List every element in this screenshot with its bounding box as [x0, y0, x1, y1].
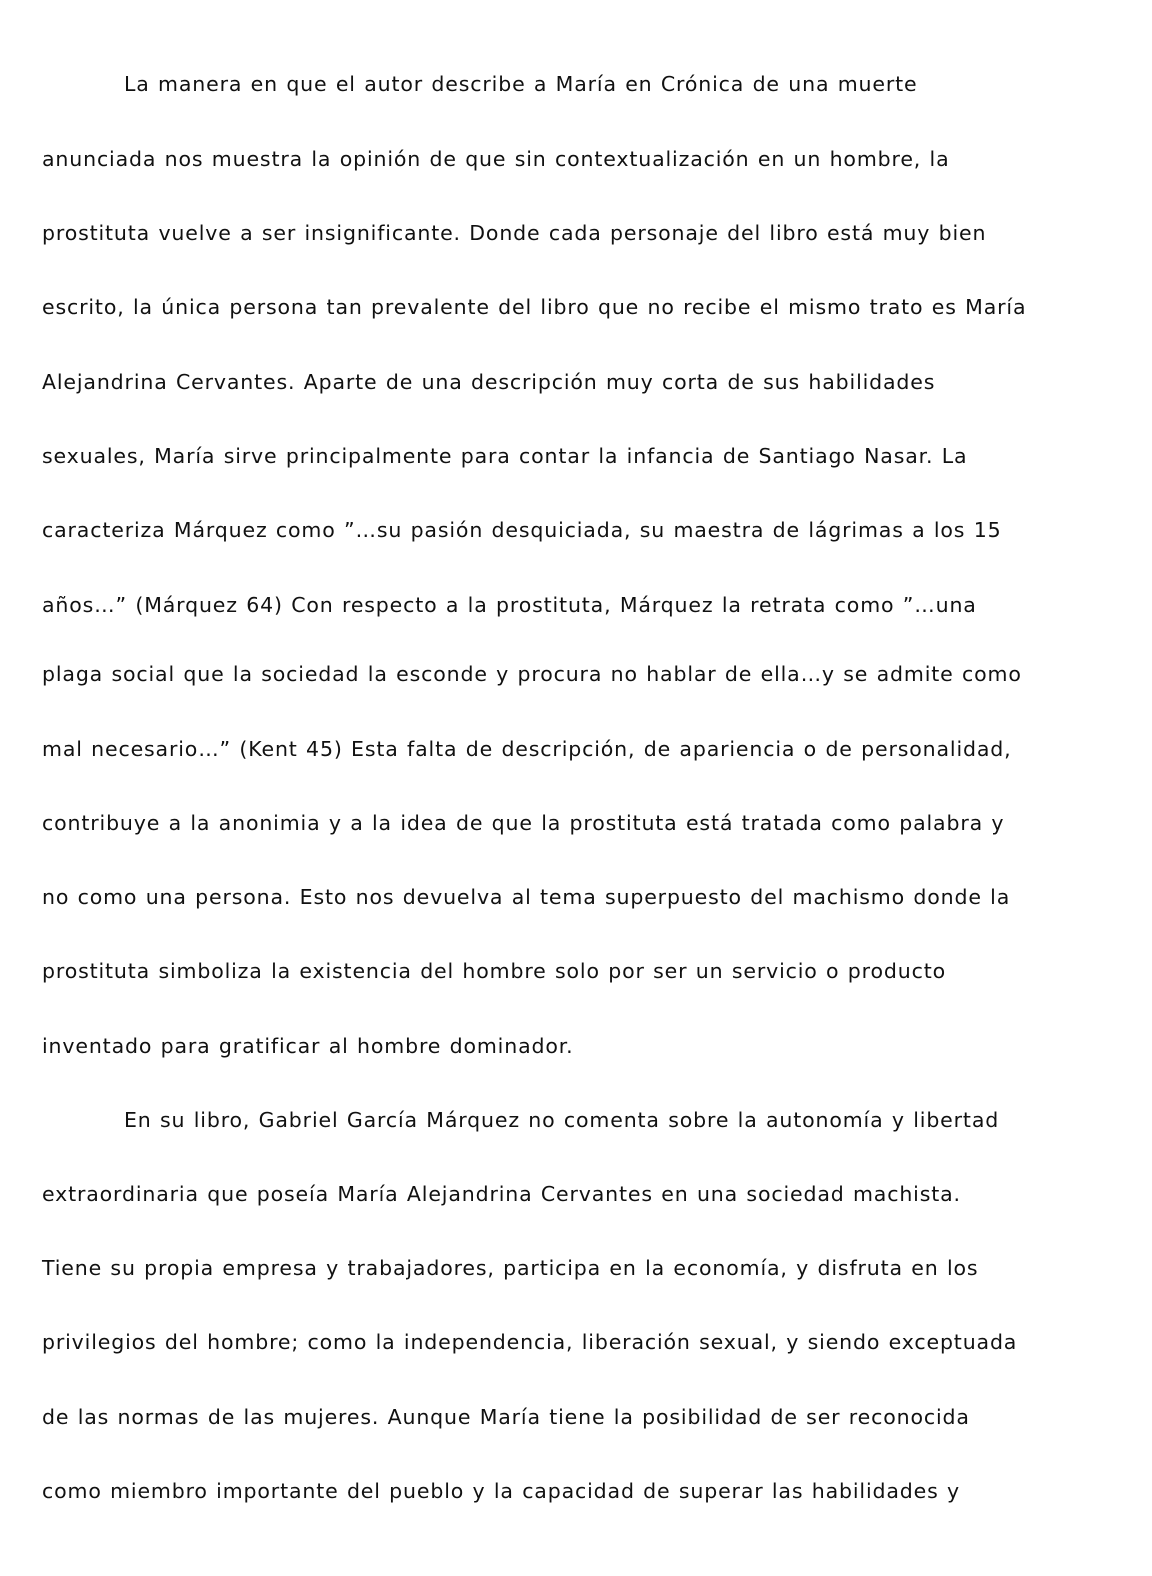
paragraph-1-line-11: contribuye a la anonimia y a la idea de que la prostituta está tratada como palabra y [42, 811, 1005, 835]
paragraph-1-line-8: años…” (Márquez 64) Con respecto a la prostituta, Márquez la retrata como ”…una [42, 593, 977, 617]
paragraph-1-line-14: inventado para gratificar al hombre dominador. [42, 1034, 574, 1058]
paragraph-2-line-1: En su libro, Gabriel García Márquez no comenta sobre la autonomía y libertad [124, 1108, 1000, 1132]
paragraph-1-line-6: sexuales, María sirve principalmente para contar la infancia de Santiago Nasar. La [42, 444, 968, 468]
paragraph-2-line-3: Tiene su propia empresa y trabajadores, participa en la economía, y disfruta en los [42, 1256, 979, 1280]
paragraph-2-line-6: como miembro importante del pueblo y la capacidad de superar las habilidades y [42, 1479, 960, 1503]
paragraph-2-line-2: extraordinaria que poseía María Alejandrina Cervantes en una sociedad machista. [42, 1182, 961, 1206]
paragraph-2-line-5: de las normas de las mujeres. Aunque María tiene la posibilidad de ser reconocida [42, 1405, 970, 1429]
paragraph-1-line-3: prostituta vuelve a ser insignificante. Donde cada personaje del libro está muy bien [42, 221, 987, 245]
paragraph-1-line-12: no como una persona. Esto nos devuelva al tema superpuesto del machismo donde la [42, 885, 1011, 909]
paragraph-1-line-13: prostituta simboliza la existencia del hombre solo por ser un servicio o producto [42, 959, 946, 983]
paragraph-1-line-10: mal necesario…” (Kent 45) Esta falta de descripción, de apariencia o de personalidad, [42, 737, 1012, 761]
paragraph-1-line-2: anunciada nos muestra la opinión de que sin contextualización en un hombre, la [42, 147, 950, 171]
paragraph-1-line-7: caracteriza Márquez como ”…su pasión desquiciada, su maestra de lágrimas a los 15 [42, 518, 1002, 542]
paragraph-1-line-9: plaga social que la sociedad la esconde y procura no hablar de ella…y se admite como [42, 662, 1022, 686]
paragraph-2-line-4: privilegios del hombre; como la independencia, liberación sexual, y siendo exceptuada [42, 1330, 1018, 1354]
paragraph-1-line-5: Alejandrina Cervantes. Aparte de una descripción muy corta de sus habilidades [42, 370, 936, 394]
paragraph-1-line-1: La manera en que el autor describe a María en Crónica de una muerte [124, 72, 918, 96]
paragraph-1-line-4: escrito, la única persona tan prevalente del libro que no recibe el mismo trato es María [42, 295, 1027, 319]
